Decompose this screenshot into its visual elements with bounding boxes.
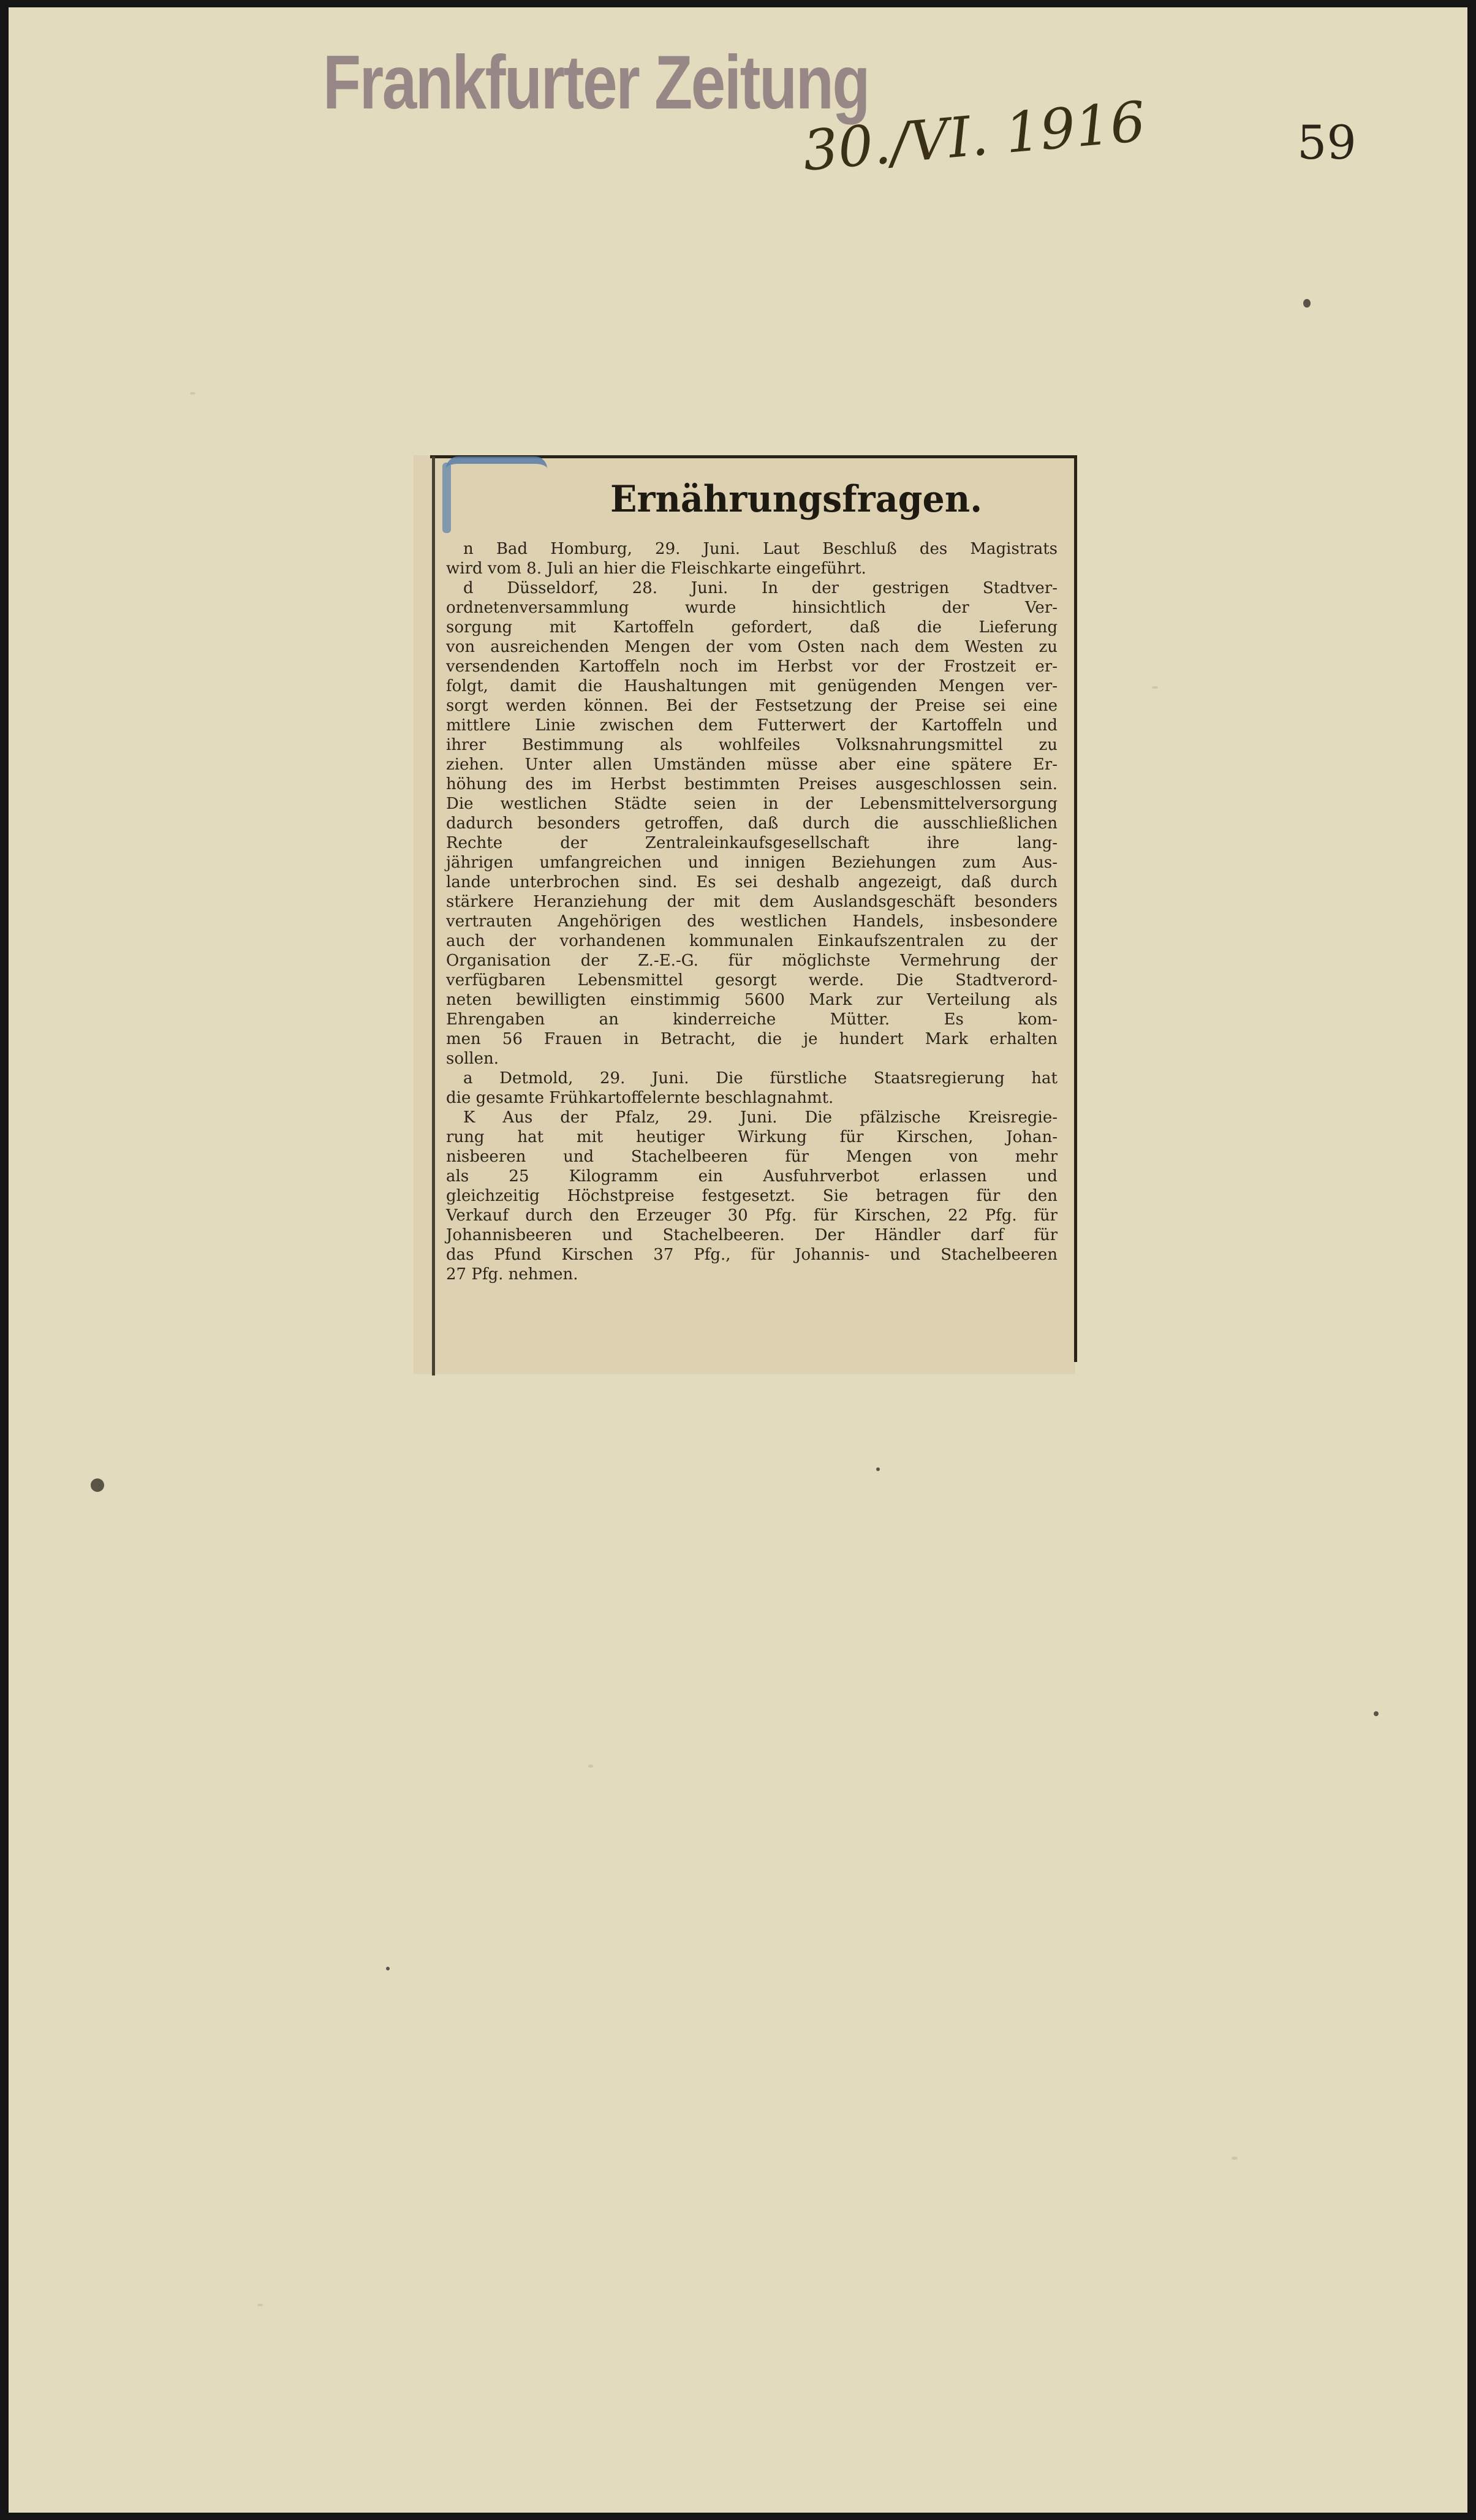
clipping-line: mittlere Linie zwischen dem Futterwert der Kartoffeln und (446, 716, 1058, 735)
clipping-body (446, 539, 1058, 1284)
clipping-line: Verkauf durch den Erzeuger 30 Pfg. für Kirschen, 22 Pfg. für (446, 1206, 1058, 1225)
clipping-edge-left (432, 456, 435, 1375)
clipping-line: vertrauten Angehörigen des westlichen Handels, insbesondere (446, 912, 1058, 931)
clipping-line: gleichzeitig Höchstpreise festgesetzt. Sie betragen für den (446, 1187, 1058, 1205)
blue-pencil-mark (442, 463, 451, 533)
clipping-line: höhung des im Herbst bestimmten Preises ausgeschlossen sein. (446, 775, 1058, 793)
paper-speck (876, 1467, 880, 1471)
clipping-line: a Detmold, 29. Juni. Die fürstliche Staatsregierung hat (463, 1069, 1058, 1088)
clipping-edge-right (1074, 455, 1077, 1362)
clipping-line: neten bewilligten einstimmig 5600 Mark zur Verteilung als (446, 991, 1058, 1009)
clipping-line: 27 Pfg. nehmen. (446, 1265, 578, 1284)
clipping-headline: Ernährungsfragen. (610, 478, 983, 521)
clipping-line: das Pfund Kirschen 37 Pfg., für Johannis- und Stachelbeeren (446, 1246, 1058, 1264)
paper-fleck (1152, 686, 1158, 689)
clipping-line: Johannisbeeren und Stachelbeeren. Der Händler darf für (446, 1226, 1058, 1244)
clipping-line: dadurch besonders getroffen, daß durch die ausschließlichen (446, 814, 1058, 833)
clipping-line: ihrer Bestimmung als wohlfeiles Volksnahrungsmittel zu (446, 736, 1058, 754)
clipping-line: jährigen umfangreichen und innigen Beziehungen zum Aus- (446, 853, 1058, 872)
clipping-line: lande unterbrochen sind. Es sei deshalb angezeigt, daß durch (446, 873, 1058, 891)
clipping-line: ordnetenversammlung wurde hinsichtlich der Ver- (446, 599, 1058, 617)
clipping-line: von ausreichenden Mengen der vom Osten nach dem Westen zu (446, 638, 1058, 656)
paper-speck (386, 1967, 390, 1970)
clipping-line: Ehrengaben an kinderreiche Mütter. Es kom- (446, 1010, 1058, 1029)
clipping-line: ziehen. Unter allen Umständen müsse aber eine spätere Er- (446, 755, 1058, 774)
clipping-line: men 56 Frauen in Betracht, die je hundert Mark erhalten (446, 1030, 1058, 1048)
paper-fleck (588, 1765, 593, 1768)
clipping-line: die gesamte Frühkartoffelernte beschlagnahmt. (446, 1089, 834, 1107)
clipping-line: verfügbaren Lebensmittel gesorgt werde. Die Stadtverord- (446, 971, 1058, 989)
clipping-line: K Aus der Pfalz, 29. Juni. Die pfälzische Kreisregie- (463, 1108, 1058, 1127)
paper-fleck (1232, 2157, 1238, 2160)
clipping-line: sorgung mit Kartoffeln gefordert, daß die Lieferung (446, 618, 1058, 637)
clipping-line: d Düsseldorf, 28. Juni. In der gestrigen Stadtver- (463, 579, 1058, 597)
clipping-line: sorgt werden können. Bei der Festsetzung der Preise sei eine (446, 697, 1058, 715)
clipping-line: sollen. (446, 1050, 499, 1068)
paper-speck (1374, 1711, 1379, 1716)
clipping-line: versendenden Kartoffeln noch im Herbst vor der Frostzeit er- (446, 657, 1058, 676)
clipping-line: n Bad Homburg, 29. Juni. Laut Beschluß des Magistrats (463, 540, 1058, 558)
clipping-line: Die westlichen Städte seien in der Lebensmittelversorgung (446, 795, 1058, 813)
clipping-line: stärkere Heranziehung der mit dem Auslandsgeschäft besonders (446, 893, 1058, 911)
clipping-line: folgt, damit die Haushaltungen mit genügenden Mengen ver- (446, 677, 1058, 695)
handwritten-date: 30./VI. 1916 (800, 89, 1148, 184)
paper-fleck (257, 2304, 263, 2306)
blue-pencil-mark (446, 456, 547, 476)
clipping-line: rung hat mit heutiger Wirkung für Kirschen, Johan- (446, 1128, 1058, 1146)
clipping-line: auch der vorhandenen kommunalen Einkaufszentralen zu der (446, 932, 1058, 950)
page-number: 59 (1297, 115, 1357, 170)
clipping-line: Rechte der Zentraleinkaufsgesellschaft ihre lang- (446, 834, 1058, 852)
clipping-line: Organisation der Z.-E.-G. für möglichste Vermehrung der (446, 952, 1058, 970)
paper-speck (91, 1478, 104, 1492)
paper-fleck (190, 392, 195, 395)
newspaper-stamp: Frankfurter Zeitung (323, 40, 869, 125)
clipping-line: wird vom 8. Juli an hier die Fleischkarte eingeführt. (446, 559, 866, 578)
clipping-line: als 25 Kilogramm ein Ausfuhrverbot erlassen und (446, 1167, 1058, 1186)
paper-speck (1303, 299, 1311, 308)
clipping-line: nisbeeren und Stachelbeeren für Mengen von mehr (446, 1148, 1058, 1166)
